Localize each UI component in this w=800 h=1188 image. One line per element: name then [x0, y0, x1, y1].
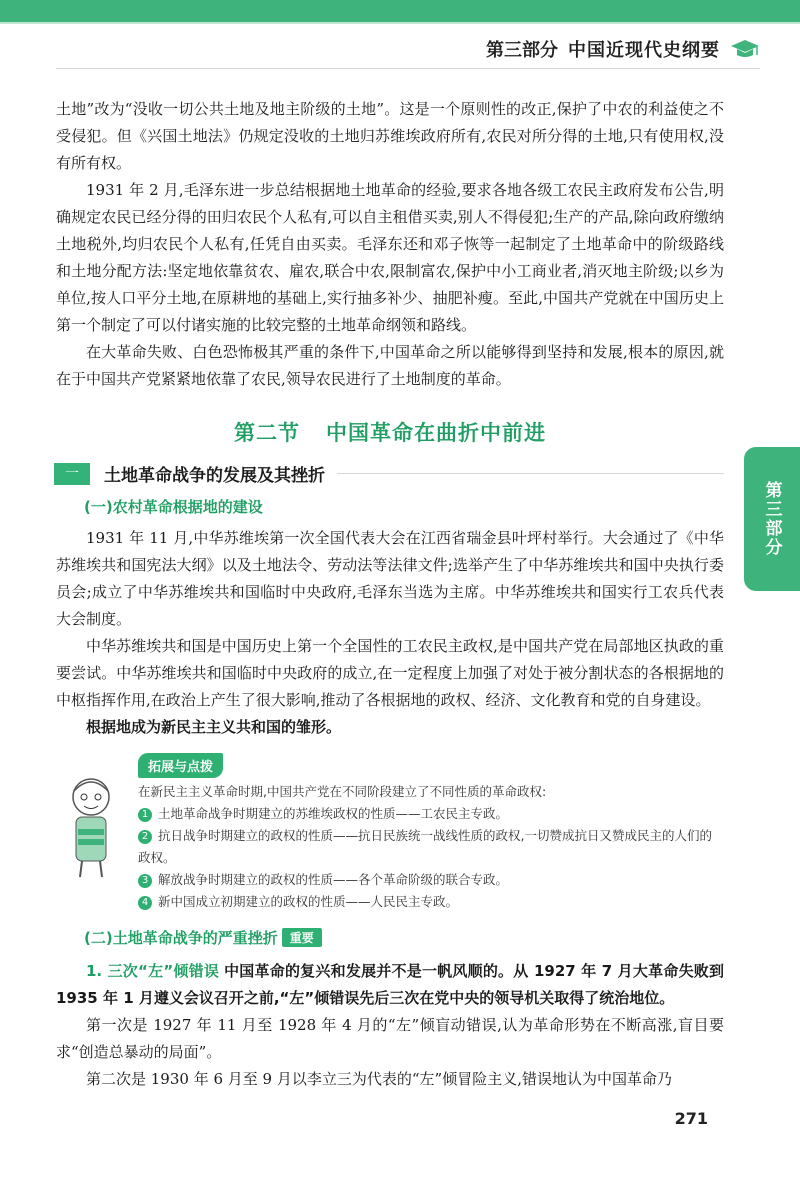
- page-number: 271: [674, 1109, 708, 1128]
- paragraph-highlight: 中国革命的复兴和发展并不是一帆风顺的。从 1927 年 7 月大革命失败到 1935 年 1 月遵义会议召开之前,“左”倾错误先后三次在党中央的领导机关取得了统治地位。: [56, 962, 725, 1007]
- paragraph: 1931 年 11 月,中华苏维埃第一次全国代表大会在江西省瑞金县叶坪村举行。大会通过了《中华苏维埃共和国宪法大纲》以及土地法令、劳动法等法律文件;选举产生了中华苏维埃共和国中央执行委员会;成立了中华苏维埃共和国临时中央政府,毛泽东当选为主席。中华苏维埃共和国实行工农兵代表大会制度。: [56, 529, 724, 628]
- expand-item: [138, 891, 724, 913]
- graduation-cap-icon: [730, 38, 760, 60]
- inline-heading: 1. 三次“左”倾错误: [86, 962, 220, 980]
- paragraph: 1931 年 2 月,毛泽东进一步总结根据地土地革命的经验,要求各地各级工农民主政府发布公告,明确规定农民已经分得的田归农民个人私有,可以自主租借买卖,别人不得侵犯;生产的产品,除向政府缴纳土地税外,均归农民个人私有,任凭自由买卖。毛泽东还和邓子恢等一起制定了土地革命中的阶级路线和土地分配方法:坚定地依靠贫农、雇农,联合中农,限制富农,保护中小工商业者,消灭地主阶级;以乡为单位,按人口平分土地,在原耕地的基础上,实行抽多补少、抽肥补瘦。至此,中国共产党就在中国历史上第一个制定了可以付诸实施的比较完整的土地革命纲领和路线。: [56, 181, 724, 334]
- expand-item: [138, 803, 724, 825]
- number-circle-icon: 1: [138, 808, 152, 822]
- section-title: [56, 417, 724, 447]
- heading-number-box: 一: [54, 463, 90, 485]
- expand-item-text: 解放战争时期建立的政权的性质——各个革命阶级的联合专政。: [158, 872, 509, 887]
- expand-intro: 在新民主主义革命时期,中国共产党在不同阶段建立了不同性质的革命政权:: [138, 784, 547, 799]
- expand-body: [138, 781, 724, 913]
- number-circle-icon: 4: [138, 896, 152, 910]
- paragraph: 土地”改为“没收一切公共土地及地主阶级的土地”。这是一个原则性的改正,保护了中农的利益使之不受侵犯。但《兴国土地法》仍规定没收的土地归苏维埃政府所有,农民对所分得的土地,只有使用权,没有所有权。: [56, 100, 724, 172]
- expand-item-text: 新中国成立初期建立的政权的性质——人民民主专政。: [158, 894, 459, 909]
- number-circle-icon: 3: [138, 874, 152, 888]
- expand-badge: 拓展与点拨: [138, 753, 223, 778]
- heading-text: 土地革命战争的发展及其挫折: [104, 466, 325, 486]
- paragraph: 在大革命失败、白色恐怖极其严重的条件下,中国革命之所以能够得到坚持和发展,根本的原因,就在于中国共产党紧紧地依靠了农民,领导农民进行了土地制度的革命。: [56, 343, 724, 388]
- paragraph: 第一次是 1927 年 11 月至 1928 年 4 月的“左”倾盲动错误,认为革命形势在不断高涨,盲目要求“创造总暴动的局面”。: [56, 1016, 724, 1061]
- expand-item-text: 土地革命战争时期建立的苏维埃政权的性质——工农民主专政。: [158, 806, 509, 821]
- top-color-bar: [0, 0, 800, 22]
- page-content: [56, 96, 724, 1093]
- header-title: 中国近现代史纲要: [568, 40, 720, 61]
- subheading: (一)农村革命根据地的建设: [84, 498, 263, 516]
- running-header: [486, 36, 760, 62]
- subheading: [84, 927, 724, 948]
- heading-level-1: [56, 461, 724, 486]
- header-part: 第三部分: [486, 40, 558, 61]
- paragraph: 第二次是 1930 年 6 月至 9 月以李立三为代表的“左”倾冒险主义,错误地认为中国革命乃: [86, 1070, 672, 1088]
- paragraph-highlight: 根据地成为新民主主义共和国的雏形。: [86, 718, 342, 736]
- section-number: 第二节: [234, 421, 300, 445]
- number-circle-icon: 2: [138, 830, 152, 844]
- paragraph: 中华苏维埃共和国是中国历史上第一个全国性的工农民主政权,是中国共产党在局部地区执政的重要尝试。中华苏维埃共和国临时中央政府的成立,在一定程度上加强了对处于被分割状态的各根据地的中枢指挥作用,在政治上产生了很大影响,推动了各根据地的政权、经济、文化教育和党的自身建设。: [56, 637, 724, 709]
- expand-item-text: 抗日战争时期建立的政权的性质——抗日民族统一战线性质的政权,一切赞成抗日又赞成民主的人们的政权。: [138, 828, 712, 865]
- expand-item: [138, 825, 724, 869]
- top-color-bar-line: [0, 22, 800, 24]
- header-rule: [56, 68, 760, 69]
- expand-box: [56, 759, 724, 909]
- subheading-text: (二)土地革命战争的严重挫折: [84, 929, 278, 947]
- expand-item: [138, 869, 724, 891]
- side-tab: 第三部分: [744, 447, 800, 591]
- section-heading: 中国革命在曲折中前进: [326, 421, 546, 445]
- heading-rule: [337, 473, 724, 474]
- teacher-illustration: [56, 769, 126, 879]
- important-badge: 重要: [282, 928, 322, 947]
- paragraph: [56, 958, 724, 1012]
